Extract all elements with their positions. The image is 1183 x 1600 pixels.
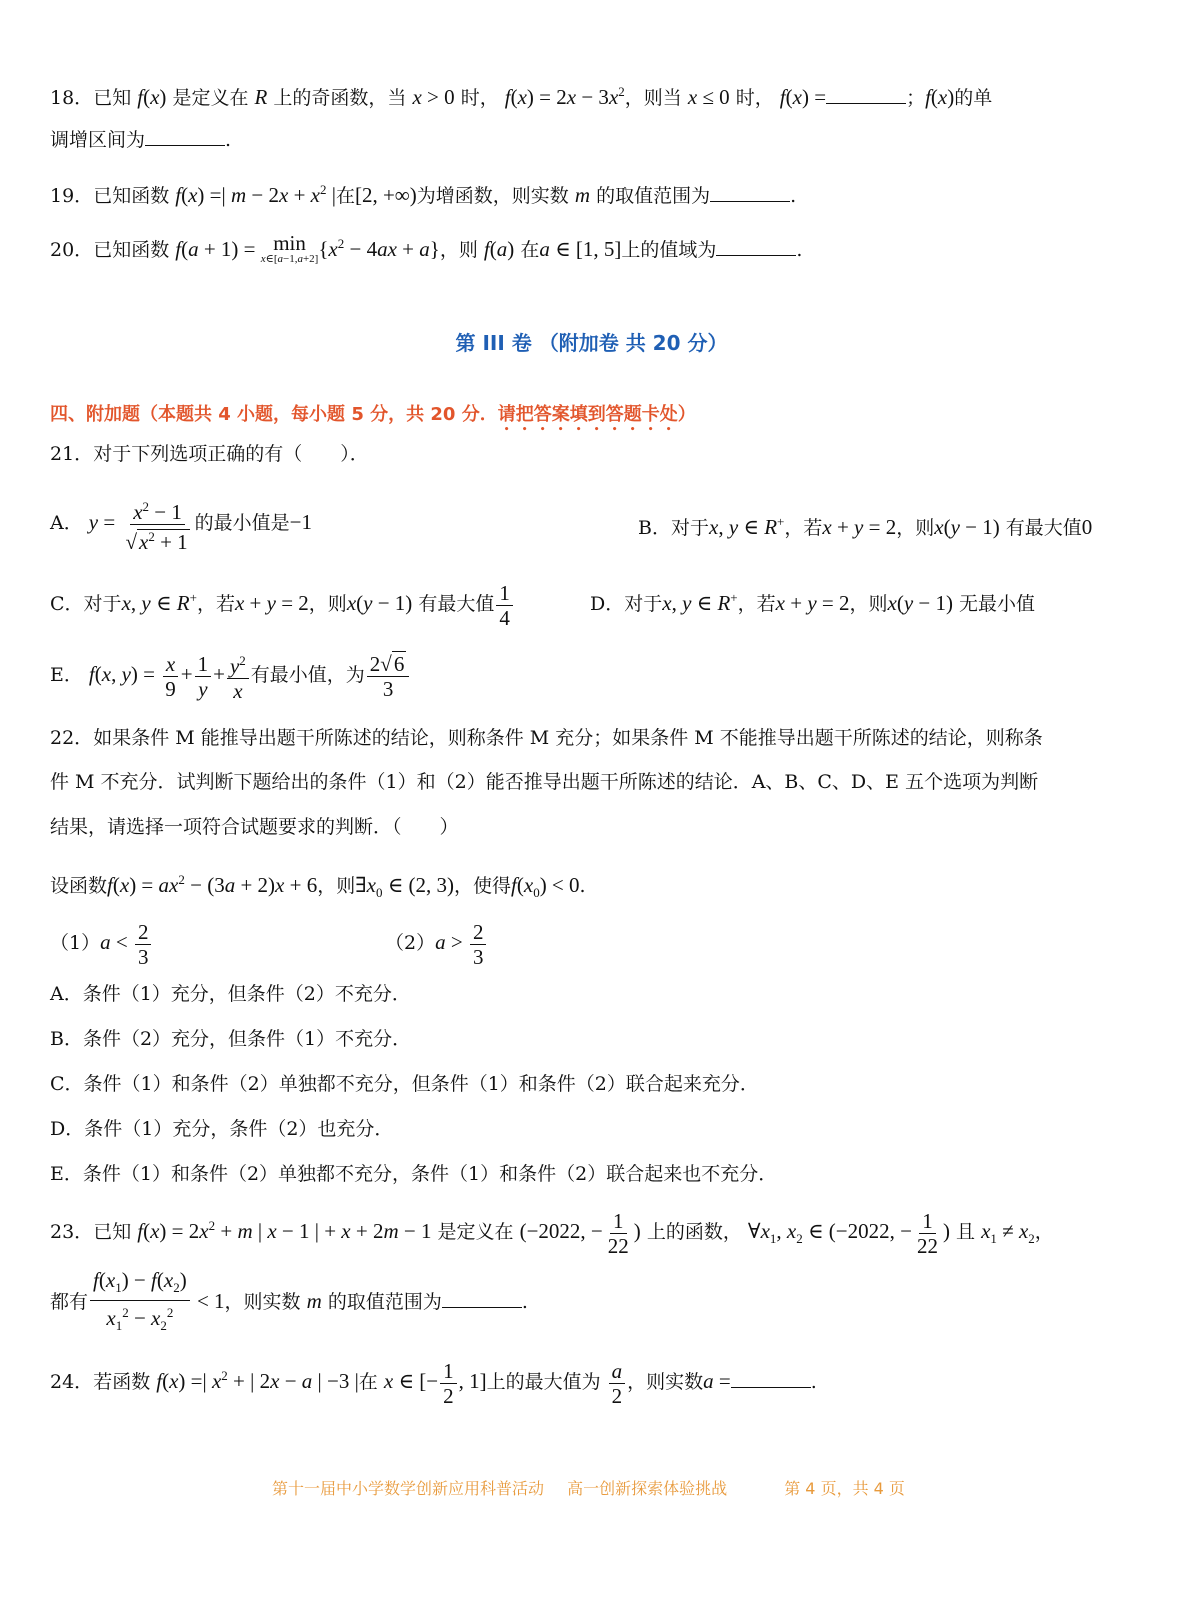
question-18-line2: 调增区间为 . [50,129,232,151]
question-18-line1: 18．已知 f(x) 是定义在 R 上的奇函数，当 x > 0 时， $f(x) = 2x - 3x^2$，则当 x ≤ 0 时， f(x) = ；f(x)的单 [50,84,993,109]
q19-text: 已知函数 [93,185,170,207]
q20-text: 在 [520,239,540,261]
option-text: 有最大值 [1005,517,1082,539]
q22-text: ，使得 [454,875,512,897]
q20-text: 上的值域为 [621,239,717,261]
q23-text: 都有 [50,1291,89,1313]
option-label: B． [638,517,671,539]
q22-option-a[interactable]: A．条件（1）充分，但条件（2）不充分． [50,983,411,1005]
option-text: ，若 [196,593,235,615]
q24-text: 在 [358,1371,378,1393]
option-text: ，则 [849,593,888,615]
answer-blank[interactable] [731,1369,811,1388]
option-b[interactable]: B．对于x, y ∈ R+，若x + y = 2，则x(y − 1) 有最大值0 [638,514,1093,539]
condition-label: （2） [385,932,436,954]
question-21-row-e [50,644,1103,705]
section-subheader [50,400,696,435]
option-e[interactable]: E． f(x, y) = $\frac{x}{9}$ + $\frac{1}{y}$ + $\frac{y^2}{x}$ 有最小值，为 $\frac{2√6}{3}$ [50,664,411,686]
option-c[interactable]: C．对于x, y ∈ R+，若x + y = 2，则x(y − 1) 有最大值 $\frac{1}{4}$ [50,593,515,615]
option-label: E． [50,664,83,686]
option-text: 对于 [83,593,122,615]
footer-event: 高一创新探索体验挑战 [567,1479,728,1498]
q18-text: ，则当 [624,87,682,109]
option-text: 有最小值，为 [250,664,365,686]
section-title: 第 III 卷 （附加卷 共 20 分） [455,331,728,355]
answer-blank[interactable] [826,85,906,104]
question-22-line2: 件 M 不充分．试判断下题给出的条件（1）和（2）能否推导出题干所陈述的结论．A、B、C、D、E 五个选项为判断 [50,771,1039,793]
option-label: D． [590,593,625,615]
q21-stem: 对于下列选项正确的有（ ）． [93,443,369,465]
q19-text: 的取值范围为 [596,185,711,207]
option-label: C． [50,593,84,615]
question-21-row-ab [50,492,1103,554]
question-number: 22． [50,727,94,749]
q24-text: ，则实数 [627,1371,704,1393]
question-22-setup: 设函数$f(x) = ax^2 - (3a + 2)x + 6$，则$\exists x_0$ ∈ (2, 3)，使得$f(x_0) < 0$. [50,872,586,901]
question-number: 20． [50,239,94,261]
q18-text: 的单 [954,87,993,109]
question-23-line2: 都有 $\frac{f(x_1) - f(x_2)}{x_1^2 - x_2^2}$ < 1，则实数 m 的取值范围为 . [50,1268,528,1334]
q22-option-d[interactable]: D．条件（1）充分，条件（2）也充分． [50,1118,394,1140]
option-d[interactable]: D．对于x, y ∈ R+，若x + y = 2，则x(y − 1) 无最小值 [590,590,1036,615]
question-number: 18． [50,87,94,109]
option-text: 对于 [670,517,709,539]
answer-blank[interactable] [442,1289,522,1308]
question-22-conditions [50,912,1103,973]
option-text: 无最小值 [959,593,1036,615]
page-footer [272,1476,923,1499]
q19-text: 在 [335,185,355,207]
question-number: 23． [50,1221,94,1243]
option-text: ，则 [308,593,347,615]
q24-text: 上的最大值为 [486,1371,601,1393]
answer-blank[interactable] [716,237,796,256]
q23-text: 且 [956,1221,976,1243]
option-text: 对于 [624,593,663,615]
question-21-stem [50,440,1103,468]
question-number: 19． [50,185,94,207]
option-text: ，若 [784,517,823,539]
q18-text: ； [906,87,926,109]
q22-text: ，则 [317,875,356,897]
q22-option-c[interactable]: C．条件（1）和条件（2）单独都不充分，但条件（1）和条件（2）联合起来充分． [50,1073,759,1095]
question-21-row-cd [50,568,1103,634]
option-text: 有最大值 [418,593,495,615]
q23-text: ，则实数 [224,1291,301,1313]
answer-blank[interactable] [710,183,790,202]
question-24: 24．若函数 f(x) =| $x^2$ + | 2x − a | −3 |在 x ∈ [− $\frac{1}{2}$ , 1]上的最大值为 $\frac{a}{2}$ ，则实数a = . [50,1358,817,1408]
q18-text: 调增区间为 [50,129,146,151]
q22-option-b[interactable]: B．条件（2）充分，但条件（1）不充分． [50,1028,412,1050]
q18-text: 是定义在 [172,87,249,109]
q22-option-e[interactable]: E．条件（1）和条件（2）单独都不充分，条件（1）和条件（2）联合起来也不充分． [50,1163,778,1185]
footer-activity: 第十一届中小学数学创新应用科普活动 [272,1479,545,1498]
q18-text: 已知 [93,87,132,109]
question-23-line1: 23．已知 $f(x) = 2x^2 + m$ | x − 1 | + x + 2m − 1 是定义在 (−2022, − $\frac{1}{22}$ ) 上的函数， $\forall x_1$, $x_2$ ∈ (−2022, − $\frac{1}{22}$ ) 且 $x_1 \ne x_2$， [50,1208,1054,1258]
q22-text: 设函数 [50,875,108,897]
option-text: 的最小值是 [194,512,290,534]
condition-label: （1） [50,932,101,954]
q20-text: ，则 [439,239,478,261]
option-label: A． [50,512,83,534]
question-22-line1 [50,724,1103,752]
q23-text: 上的函数， [646,1221,742,1243]
q19-text: 为增函数，则实数 [416,185,569,207]
subheader-prefix: 四、附加题（本题共 4 小题，每小题 5 分，共 20 分． [50,404,498,425]
subheader-emphasis: 请把答案填到答题卡处 [497,404,678,425]
footer-page-number: 第 4 页，共 4 页 [784,1479,905,1498]
option-text: ，若 [737,593,776,615]
question-number: 24． [50,1371,94,1393]
q18-text: 上的奇函数，当 [273,87,407,109]
q18-text: 时， [460,87,499,109]
question-number: 21． [50,443,94,465]
subheader-suffix: ） [677,404,696,425]
answer-blank[interactable] [145,127,225,146]
question-22-line3: 结果，请选择一项符合试题要求的判断．（ ） [50,816,459,838]
option-text: ，则 [896,517,935,539]
q23-text: 已知 [93,1221,132,1243]
q20-text: 已知函数 [93,239,170,261]
question-20: 20．已知函数 f(a + 1) = min x∈[a−1,a+2] $\{x^2 - 4ax + a\}$，则 f(a) 在a ∈ [1, 5]上的值域为 . [50,231,803,266]
option-a[interactable]: A． y = $\frac{x^2 - 1}{√x^2 + 1}$ 的最小值是−1 [50,512,312,534]
question-19: 19．已知函数 f(x) =| $m - 2x + x^2$ |在[2, +∞)为增函数，则实数 m 的取值范围为 . [50,182,797,207]
q23-text: 的取值范围为 [327,1291,442,1313]
condition-2: （2）a > $\frac{2}{3}$ [385,912,488,973]
q22-text: 如果条件 M 能推导出题干所陈述的结论，则称条件 M 充分；如果条件 M 不能推导出题干所陈述的结论，则称条 [93,727,1043,749]
q24-text: 若函数 [93,1371,151,1393]
q23-text: 是定义在 [437,1221,514,1243]
q18-text: 时， [735,87,774,109]
condition-1: （1）a < $\frac{2}{3}$ [50,932,153,954]
